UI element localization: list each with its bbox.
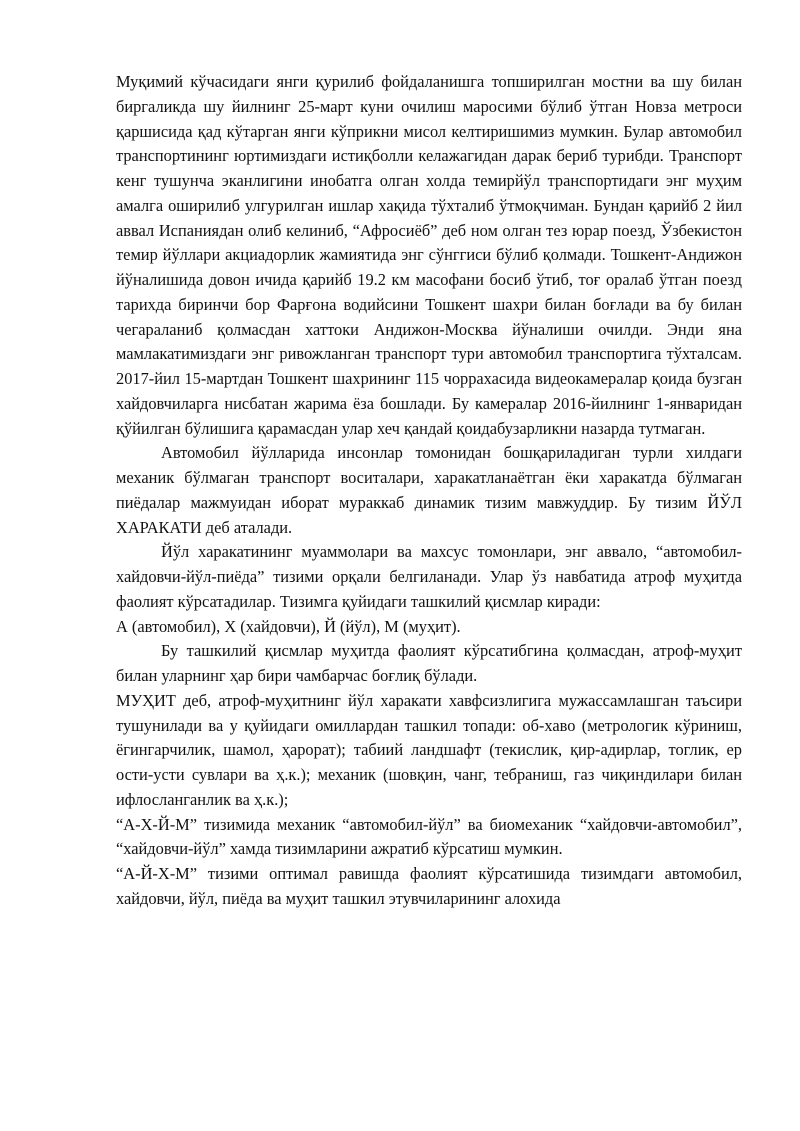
paragraph-transport-developments: Муқимий кўчасидаги янги қурилиб фойдаланишга топширилган мостни ва шу билан биргаликда шу йилнинг 25-март куни очилиш маросими бўлиб ўтган Новза метроси қаршисида қад кўтарган янги кўприкни мисол келтиришимиз мумкин. Булар автомобил транспортининг юртимиздаги истиқболли келажагидан дарак бериб турибди. Транспорт кенг тушунча эканлигини инобатга олган холда темирйўл транспортидаги энг муҳим амалга оширилиб улгурилган ишлар хақида тўхталиб ўтмоқчиман. Бундан қарийб 2 йил аввал Испаниядан олиб келиниб, “Афросиёб” деб ном олган тез юрар поезд, Ўзбекистон темир йўллари акциадорлик жамиятида энг сўнггиси бўлиб қолмади. Тошкент-Андижон йўналишида довон ичида қарийб 19.2 км масофани босиб ўтиб, тоғ оралаб ўтган поезд тарихда биринчи бор Фарғона водийсини Тошкент шахри билан боғлади ва бу билан чегараланиб қолмасдан хаттоки Андижон-Москва йўналиши очилди. Энди яна мамлакатимиздаги энг ривожланган транспорт тури автомобил транспортига тўхталсам. 2017-йил 15-мартдан Тошкент шахрининг 115 чоррахасида видеокамералар қоида бузган хайдовчиларга нисбатан жарима ёза бошлади. Бу камералар 2016-йилнинг 1-январидан қўйилган бўлишига қарамасдан улар хеч қандай қоидабузарликни назарда тутмаган. — [116, 72, 742, 438]
document-page — [116, 70, 742, 912]
paragraph-components-environment: Бу ташкилий қисмлар муҳитда фаолият кўрсатибгина қолмасдан, атроф-муҳит билан уларнинг ҳар бири чамбарчас боғлиқ бўлади. — [116, 641, 742, 685]
paragraph-road-traffic-definition: Автомобил йўлларида инсонлар томонидан бошқариладиган турли хилдаги механик бўлмаган транспорт воситалари, харакатланаётган ёки харакатда бўлмаган пиёдалар мажмуидан иборат мураккаб динамик тизим мавжуддир. Бу тизим ЙЎЛ ХАРАКАТИ деб аталади. — [116, 443, 742, 537]
paragraph-system-components-intro: Йўл харакатининг муаммолари ва махсус томонлари, энг аввало, “автомобил-хайдовчи-йўл-пиёда” тизими орқали белгиланади. Улар ўз навбатида атроф муҳитда фаолият кўрсатадилар. Тизимга қуйидаги ташкилий қисмлар киради: — [116, 542, 742, 611]
paragraph-optimal-operation: “А-Й-Х-М” тизими оптимал равишда фаолият кўрсатишида тизимдаги автомобил, хайдовчи, йўл, пиёда ва муҳит ташкил этувчиларининг алохида — [116, 864, 742, 908]
paragraph-component-list: А (автомобил), Х (хайдовчи), Й (йўл), М (муҳит). — [116, 616, 461, 636]
paragraph-environment-definition: МУҲИТ деб, атроф-муҳитнинг йўл харакати хавфсизлигига мужассамлашган таъсири тушунилади ва у қуйидаги омиллардан ташкил топади: об-хаво (метрологик кўриниш, ёгингарчилик, шамол, ҳарорат); табиий ландшафт (текислик, қир-адирлар, тоглик, ер ости-усти сувлари ва ҳ.к.); механик (шовқин, чанг, тебраниш, газ чиқиндилари билан ифлосланганлик ва ҳ.к.); — [116, 690, 742, 809]
paragraph-subsystems: “А-Х-Й-М” тизимида механик “автомобил-йўл” ва биомеханик “хайдовчи-автомобил”, “хайдовчи-йўл” хамда тизимларини ажратиб кўрсатиш мумкин. — [116, 814, 742, 859]
